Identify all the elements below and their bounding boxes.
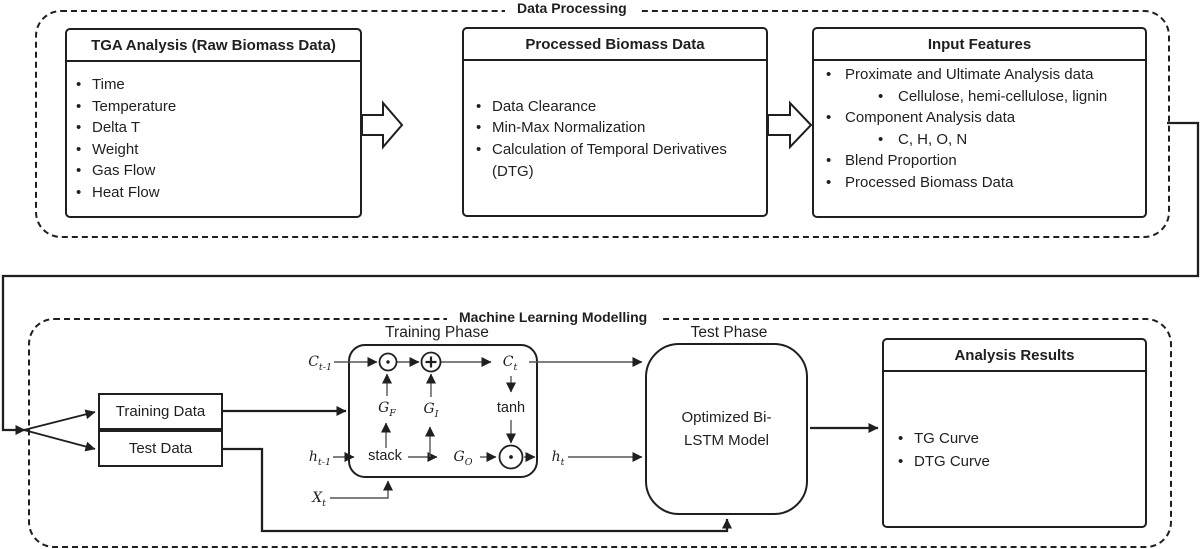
test-data-label: Test Data bbox=[128, 440, 193, 457]
training-data-box bbox=[98, 393, 223, 430]
list-item: • Gas Flow bbox=[74, 160, 356, 182]
list-item: • Component Analysis data bbox=[822, 107, 1143, 129]
machine-learning-label: Machine Learning Modelling bbox=[447, 309, 659, 326]
tanh-label: tanh bbox=[496, 400, 526, 416]
bilstm-model-box bbox=[645, 343, 808, 515]
list-item: • Proximate and Ultimate Analysis data bbox=[822, 64, 1143, 86]
input-gate-label: $G_I$ bbox=[423, 401, 439, 420]
processed-biomass-title: Processed Biomass Data bbox=[464, 29, 766, 61]
processed-biomass-box bbox=[462, 27, 768, 217]
list-item: • Temperature bbox=[74, 96, 356, 118]
list-item: • C, H, O, N bbox=[822, 129, 1143, 151]
tga-analysis-box bbox=[65, 28, 362, 218]
test-data-box bbox=[98, 430, 223, 467]
c-t-label: $C_t$ bbox=[502, 354, 518, 373]
input-features-box bbox=[812, 27, 1147, 218]
analysis-results-list bbox=[884, 372, 1145, 473]
list-item: • Weight bbox=[74, 139, 356, 161]
list-item: • Delta T bbox=[74, 117, 356, 139]
list-item: • TG Curve bbox=[896, 427, 1141, 450]
list-item: • DTG Curve bbox=[896, 450, 1141, 473]
h-t-label: $h_t$ bbox=[551, 449, 565, 468]
input-features-title: Input Features bbox=[814, 29, 1145, 61]
training-phase-label: Training Phase bbox=[385, 324, 489, 341]
output-gate-label: $G_O$ bbox=[453, 449, 473, 468]
forget-gate-label: $G_F$ bbox=[378, 400, 396, 419]
list-item: • Calculation of Temporal Derivatives (DTG) bbox=[474, 139, 760, 182]
list-item: • Processed Biomass Data bbox=[822, 172, 1143, 194]
tga-analysis-title: TGA Analysis (Raw Biomass Data) bbox=[67, 30, 360, 62]
analysis-results-box bbox=[882, 338, 1147, 528]
data-processing-label: Data Processing bbox=[505, 0, 639, 17]
list-item: • Cellulose, hemi-cellulose, lignin bbox=[822, 86, 1143, 108]
c-prev-label: $C_{t-1}$ bbox=[308, 354, 332, 373]
input-features-list bbox=[814, 61, 1145, 194]
test-phase-label: Test Phase bbox=[690, 324, 768, 341]
list-item: • Time bbox=[74, 74, 356, 96]
list-item: • Data Clearance bbox=[474, 96, 760, 118]
list-item: • Blend Proportion bbox=[822, 150, 1143, 172]
analysis-results-title: Analysis Results bbox=[884, 340, 1145, 372]
stack-label: stack bbox=[368, 448, 402, 464]
training-data-label: Training Data bbox=[115, 403, 206, 420]
list-item: • Min-Max Normalization bbox=[474, 117, 760, 139]
processed-biomass-list bbox=[464, 94, 766, 182]
bilstm-model-label: Optimized Bi-LSTM Model bbox=[681, 409, 772, 449]
h-prev-label: $h_{t-1}$ bbox=[308, 449, 331, 468]
tga-analysis-list bbox=[67, 62, 360, 204]
x-t-label: $X_t$ bbox=[312, 490, 326, 509]
list-item: • Heat Flow bbox=[74, 182, 356, 204]
